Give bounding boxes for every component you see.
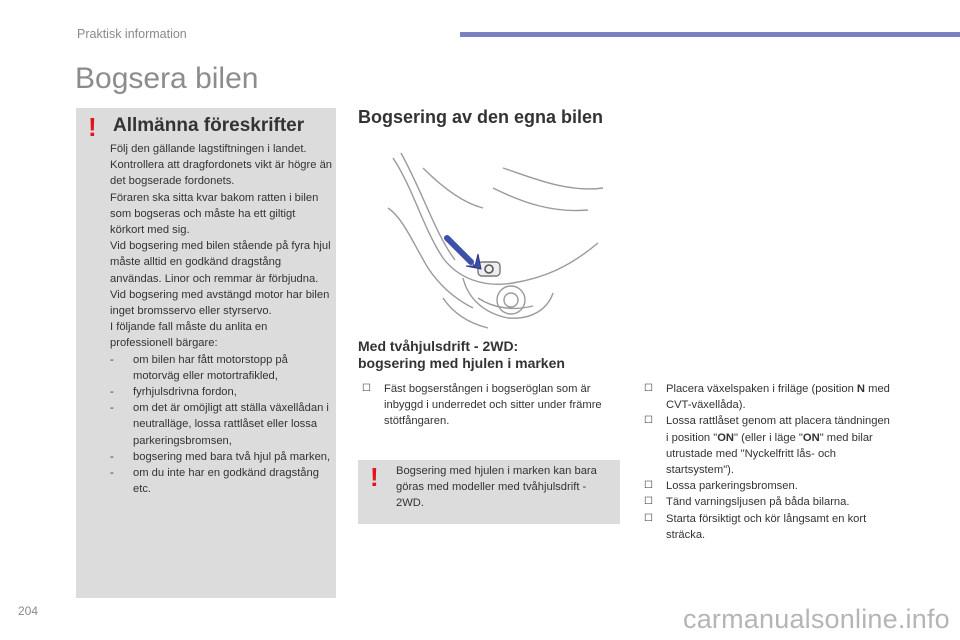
- steps-right: [644, 381, 894, 543]
- warning-paragraph: Kontrollera att dragfordonets vikt är högre än det bogserade fordonets.: [110, 159, 333, 188]
- warning-paragraph: Följ den gällande lagstiftningen i landet.: [110, 143, 307, 155]
- watermark: carmanualsonline.info: [683, 604, 950, 634]
- step-item: ☐ Fäst bogserstången i bogseröglan som är inbyggd i underredet och sitter under främre stötfångaren.: [362, 383, 602, 428]
- warning-title: Allmänna föreskrifter: [113, 115, 305, 136]
- step-item: ☐ Tänd varningsljusen på båda bilarna.: [644, 494, 894, 510]
- warning-paragraph: Vid bogsering med bilen stående på fyra hjul måste alltid en godkänd dragstång användas. Linor och remmar är förbjudna.: [110, 240, 331, 285]
- checkbox-icon: ☐: [644, 496, 653, 508]
- step-item: ☐ Placera växelspaken i friläge (position N med CVT-växellåda).: [644, 383, 890, 412]
- step-item: ☐ Lossa parkeringsbromsen.: [644, 478, 894, 494]
- header-accent-bar: [460, 32, 960, 37]
- warning-list: [110, 352, 332, 498]
- warning-paragraph: Föraren ska sitta kvar bakom ratten i bilen som bogseras och måste ha ett giltigt körkort med sig.: [110, 191, 319, 237]
- tow-eye-illustration: [383, 148, 608, 333]
- main-section-title: Bogsering av den egna bilen: [358, 107, 604, 127]
- checkbox-icon: ☐: [644, 415, 653, 427]
- list-item: - fyrhjulsdrivna fordon,: [110, 386, 237, 399]
- warning-exclamation-icon: !: [88, 112, 97, 142]
- list-item: - om det är omöjligt att ställa växellådan i neutralläge, lossa rattlåset eller lossa parkeringsbromsen,: [110, 402, 329, 447]
- step-item: ☐ Lossa rattlåset genom att placera tändningen i position "ON" (eller i läge "ON" med bilar utrustade med "Nyckelfritt lås- och startsystem").: [644, 415, 890, 477]
- list-item: - om du inte har en godkänd dragstång etc.: [110, 467, 319, 496]
- step-item: ☐ Starta försiktigt och kör långsamt en kort sträcka.: [644, 512, 867, 541]
- note-text: Bogsering med hjulen i marken kan bara göras med modeller med tvåhjulsdrift - 2WD.: [396, 465, 597, 510]
- page-number: 204: [18, 604, 39, 618]
- section-header: Praktisk information: [77, 27, 187, 41]
- steps-left: [362, 381, 612, 430]
- arrow-icon: [447, 238, 481, 269]
- note-exclamation-icon: !: [370, 462, 379, 492]
- checkbox-icon: ☐: [644, 383, 653, 394]
- list-item: - om bilen har fått motorstopp på motorväg eller motortrafikled,: [110, 353, 288, 382]
- warning-text: [110, 141, 332, 497]
- checkbox-icon: ☐: [644, 480, 653, 492]
- warning-paragraph: I följande fall måste du anlita en professionell bärgare:: [110, 321, 268, 350]
- warning-paragraph: Vid bogsering med avstängd motor har bilen inget bromsservo eller styrservo.: [110, 288, 330, 318]
- list-item: - bogsering med bara två hjul på marken,: [110, 450, 331, 463]
- checkbox-icon: ☐: [644, 512, 653, 524]
- page-title: Bogsera bilen: [75, 62, 259, 95]
- subsection-title: Med tvåhjulsdrift - 2WD: bogsering med hjulen i marken: [358, 338, 565, 371]
- checkbox-icon: ☐: [362, 383, 371, 394]
